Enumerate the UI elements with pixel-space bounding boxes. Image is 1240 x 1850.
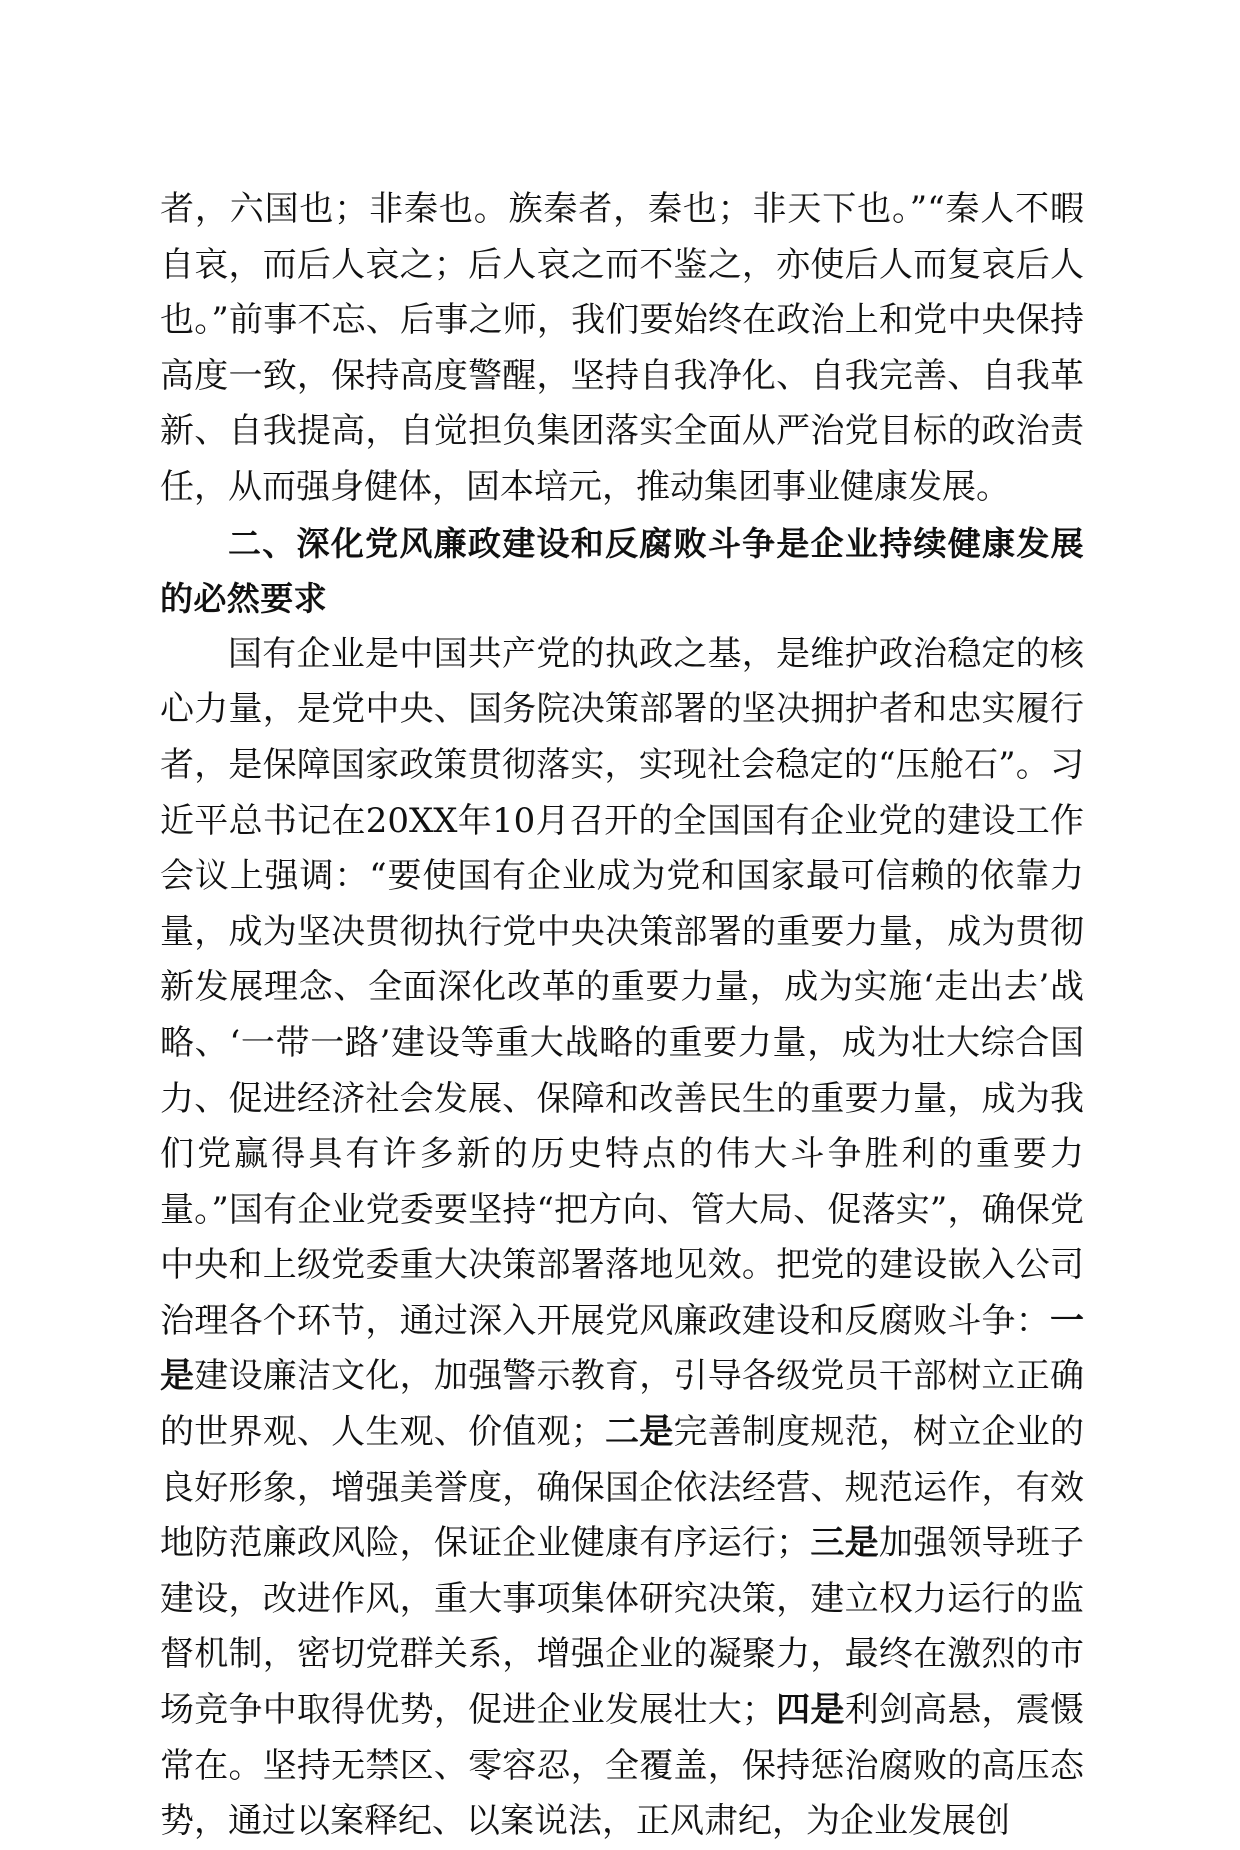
keyword-3: 三是 [810, 1523, 879, 1564]
keyword-1: 一是 [160, 1300, 1084, 1397]
document-page [160, 182, 1084, 1850]
keyword-4: 四是 [775, 1690, 845, 1731]
paragraph-2-intro: 国有企业是中国共产党的执政之基，是维护政治稳定的核心力量，是党中央、国务院决策部署的坚决拥护者和忠实履行者，是保障国家政策贯彻落实，实现社会稳定的“压舱石”。习近平总书记在20XX年10月召开的全国国有企业党的建设工作会议上强调：“要使国有企业成为党和国家最可信赖的依靠力量，成为坚决贯彻执行党中央决策部署的重要力量，成为贯彻新发展理念、全面深化改革的重要力量，成为实施‘走出去’战略、‘一带一路’建设等重大战略的重要力量，成为壮大综合国力、促进经济社会发展、保障和改善民生的重要力量，成为我们党赢得具有许多新的历史特点的伟大斗争胜利的重要力量。”国有企业党委要坚持“把方向、管大局、促落实”，确保党中央和上级党委重大决策部署落地见效。把党的建设嵌入公司治理各个环节，通过深入开展党风廉政建设和反腐败斗争： [160, 633, 1084, 1341]
section-heading-2: 二、深化党风廉政建设和反腐败斗争是企业持续健康发展的必然要求 [160, 523, 1084, 619]
point-2-text: 完善制度规范，树立企业的良好形象，增强美誉度，确保国企依法经营、规范运作，有效地防范廉政风险，保证企业健康有序运行； [160, 1412, 1085, 1564]
point-1-text: 建设廉洁文化，加强警示教育，引导各级党员干部树立正确的世界观、人生观、价值观； [160, 1356, 1085, 1453]
keyword-2: 二是 [604, 1412, 674, 1453]
point-3-text: 加强领导班子建设，改进作风，重大事项集体研究决策，建立权力运行的监督机制，密切党群关系，增强企业的凝聚力，最终在激烈的市场竞争中取得优势，促进企业发展壮大； [160, 1523, 1085, 1731]
point-4-text: 利剑高悬，震慑常在。坚持无禁区、零容忍，全覆盖，保持惩治腐败的高压态势，通过以案释纪、以案说法，正风肃纪，为企业发展创 [160, 1690, 1085, 1842]
paragraph-2 [160, 627, 1084, 1850]
paragraph-1: 者，六国也；非秦也。族秦者，秦也；非天下也。”“秦人不暇自哀，而后人哀之；后人哀之而不鉴之，亦使后人而复哀后人也。”前事不忘、后事之师，我们要始终在政治上和党中央保持高度一致，保持高度警醒，坚持自我净化、自我完善、自我革新、自我提高，自觉担负集团落实全面从严治党目标的政治责任，从而强身健体，固本培元，推动集团事业健康发展。 [160, 189, 1084, 507]
